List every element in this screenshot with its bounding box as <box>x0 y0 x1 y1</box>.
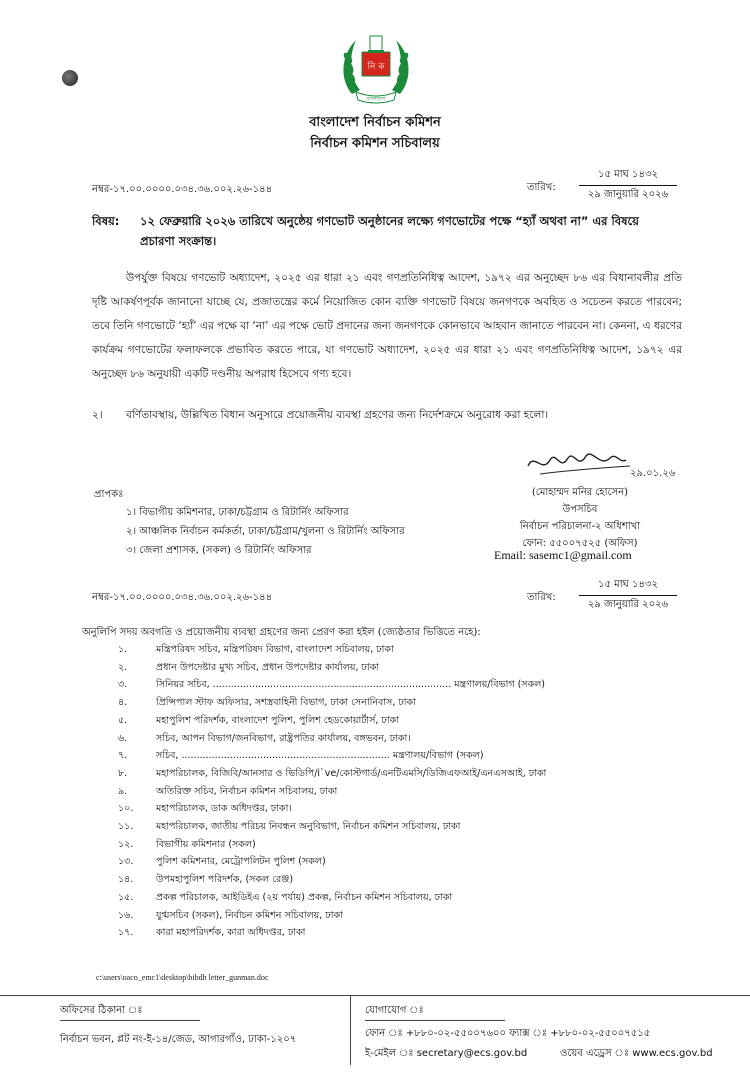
list-item-text: পুলিশ কমিশনার, মেট্রোপলিটন পুলিশ (সকল) <box>156 856 326 868</box>
subject-label: বিষয়: <box>92 214 120 228</box>
copy-list <box>118 641 698 942</box>
list-item <box>118 818 698 836</box>
list-item <box>118 783 698 801</box>
list-item-text: সিনিয়র সচিব, ............................................................................... মন্ত্রণালয়/বিভাগ (সকল) <box>156 679 545 691</box>
office-address-label: অফিসের ঠিকানা ঃ <box>60 1003 200 1021</box>
list-item-number: ১৩. <box>118 856 134 868</box>
memo-number-copy: নম্বর-১৭.০০.০০০০.০৩৪.৩৬.০০২.২৬-১৪৪ <box>92 592 273 603</box>
list-item <box>118 871 698 889</box>
list-item-number: ৫. <box>118 714 128 726</box>
list-item <box>118 712 698 730</box>
footer-column-divider <box>350 995 351 1065</box>
contact-email[interactable]: ই-মেইল ঃ secretary@ecs.gov.bd <box>365 1048 528 1059</box>
contact-label: যোগাযোগ ঃ <box>365 1003 505 1021</box>
file-path: c:\users\oaco_emc1\desktop\bibdh letter_gunman.doc <box>96 973 269 982</box>
list-item-text: মহাপরিচালক, জাতীয় পরিচয় নিবন্ধন অনুবিভাগ, নির্বাচন কমিশন সচিবালয়, ঢাকা <box>156 821 461 833</box>
signatory-email: Email: sasemc1@gmail.com <box>494 548 632 562</box>
list-item-text: প্রধান উপদেষ্টার মুখ্য সচিব, প্রধান উপদেষ্টার কার্যালয়, ঢাকা <box>156 661 380 673</box>
handwritten-signature <box>520 444 680 484</box>
list-item-number: ১৭. <box>118 927 134 939</box>
recipient-item: ২। আঞ্চলিক নির্বাচন কর্মকর্তা, ঢাকা/চট্টগ্রাম/খুলনা ও রিটার্নিং অফিসার <box>126 526 405 537</box>
list-item-text: প্রিন্সিপাল স্টাফ অফিসার, সশস্ত্রবাহিনী বিভাগ, ঢাকা সেনানিবাস, ঢাকা <box>156 697 416 709</box>
signatory-phone: ফোন: ৫৫০০৭৫২৫ (অফিস) <box>522 538 638 549</box>
date-gregorian: ২৯ জানুয়ারি ২০২৬ <box>587 189 669 200</box>
list-item-number: ৬. <box>118 732 128 744</box>
list-item <box>118 907 698 925</box>
list-item-number: ১০. <box>118 803 134 815</box>
list-item <box>118 853 698 871</box>
signature-date: ২৯.০১.২৬ <box>630 468 676 479</box>
list-item <box>118 747 698 765</box>
list-item-number: ১১. <box>118 821 134 833</box>
list-item <box>118 765 698 783</box>
copy-intro: অনুলিপি সদয় অবগতি ও প্রয়োজনীয় ব্যবস্থা গ্রহণের জন্য প্রেরণ করা হইল (জ্যেষ্ঠতার ভিত্তিতে নহে): <box>82 627 481 638</box>
list-item-number: ১. <box>118 644 128 655</box>
body-paragraph-1: উপর্যুক্ত বিষয়ে গণভোট অধ্যাদেশ, ২০২৫ এর ধারা ২১ এবং গণপ্রতিনিধিত্ব আদেশ, ১৯৭২ এর অনুচ্ছেদ ৮৬ এর বিধানাবলীর প্রতি দৃষ্টি আকর্ষণপূর্বক জানানো যাচ্ছে যে, প্রজাতন্ত্রের কর্মে নিয়োজিত কোন ব্যক্তি গণভোট বিষয়ে জনগণকে অবহিত ও সচেতন করতে পারবেন; তবে তিনি গণভোটে ‘হ্যাঁ’ এর পক্ষে বা ‘না’ এর পক্ষে ভোট প্রদানের জন্য জনগণকে কোনভাবে আহবান জানাতে পারবেন না। কেননা, এ ধরণের কার্যক্রম গণভোটের ফলাফলকে প্রভাবিত করতে পারে, যা গণভোট অধ্যাদেশ, ২০২৫ এর ধারা ২১ এবং গণপ্রতিনিধিত্ব আদেশ, ১৯৭২ এর অনুচ্ছেদ ৮৬ অনুযায়ী একটি দণ্ডনীয় অপরাধ হিসেবে গণ্য হবে। <box>92 272 682 380</box>
list-item <box>118 659 698 677</box>
list-item <box>118 800 698 818</box>
list-item <box>118 730 698 748</box>
list-item-text: কারা মহাপরিদর্শক, কারা অধিদপ্তর, ঢাকা <box>156 927 306 939</box>
list-item-number: ৭. <box>118 750 128 762</box>
signatory-block <box>490 484 670 552</box>
subject <box>92 211 682 251</box>
hole-punch <box>62 70 78 86</box>
list-item-text: মহাপুলিশ পরিদর্শক, বাংলাদেশ পুলিশ, পুলিশ হেডকোয়ার্টার্স, ঢাকা <box>156 714 399 726</box>
recipients-label: প্রাপকঃ <box>94 489 124 500</box>
list-item-number: ১২. <box>118 838 134 850</box>
subject-line-1: ১২ ফেব্রুয়ারি ২০২৬ তারিখে অনুষ্ঠেয় গণভোট অনুষ্ঠানের লক্ষ্যে গণভোটের পক্ষে “হ্যাঁ অথবা না” এর বিষয়ে <box>140 214 639 228</box>
list-item-number: ৩. <box>118 679 128 691</box>
org-name: বাংলাদেশ নির্বাচন কমিশন <box>309 115 441 130</box>
list-item <box>118 836 698 854</box>
signatory-name: (মোহাম্মদ মনির হোসেন) <box>531 487 629 498</box>
list-item-number: ৮. <box>118 767 128 779</box>
list-item <box>118 889 698 907</box>
list-item-text: সচিব, ..................................................................... মন্ত্রণালয়/বিভাগ (সকল) <box>156 750 484 762</box>
recipients-list <box>126 503 405 560</box>
date-label-copy: তারিখ: <box>527 592 556 603</box>
memo-number: নম্বর-১৭.০০.০০০০.০৩৪.৩৬.০০২.২৬-১৪৪ <box>92 184 273 195</box>
list-item <box>118 641 698 659</box>
list-item-text: বিভাগীয় কমিশনার (সকল) <box>156 838 256 850</box>
date-gregorian-copy: ২৯ জানুয়ারি ২০২৬ <box>587 599 669 610</box>
list-item-text: মহাপরিচালক, বিজিবি/আনসার ও ভিডিপি/i`ve/কোস্টগার্ড/এনটিএমসি/ডিজিএফআই/এনএসআই, ঢাকা <box>156 767 547 779</box>
election-commission-logo <box>338 28 414 108</box>
list-item-number: ২. <box>118 661 128 673</box>
recipient-item: ৩। জেলা প্রশাসক, (সকল) ও রিটার্নিং অফিসার <box>126 545 312 556</box>
list-item <box>118 676 698 694</box>
list-item-text: সচিব, আপন বিভাগ/জনবিভাগ, রাষ্ট্রপতির কার্যালয়, বঙ্গভবন, ঢাকা। <box>156 732 411 744</box>
date-divider <box>579 185 677 186</box>
body-paragraph-2: বর্ণিতাবস্থায়, উল্লিখিত বিধান অনুসারে প্রয়োজনীয় ব্যবস্থা গ্রহণের জন্য নির্দেশক্রমে অনুরোধ করা হলো। <box>126 409 549 421</box>
list-item-text: উপমহাপুলিশ পরিদর্শক, (সকল রেঞ্জ) <box>156 874 294 886</box>
signatory-designation: উপসচিব <box>562 504 598 515</box>
logo-ribbon-text: বাংলাদেশ <box>366 96 386 102</box>
office-address: নির্বাচন ভবন, প্লট নং-ই-১৪/জেড, আগারগাঁও, ঢাকা-১২০৭ <box>60 1034 297 1045</box>
footer-divider <box>0 995 750 996</box>
list-item-text: যুগ্মসচিব (সকল), নির্বাচন কমিশন সচিবালয়, ঢাকা <box>156 909 343 921</box>
date-bangla: ১৫ মাঘ ১৪৩২ <box>598 169 658 180</box>
list-item <box>118 694 698 712</box>
date-divider-copy <box>579 595 677 596</box>
org-secretariat: নির্বাচন কমিশন সচিবালয় <box>310 136 440 151</box>
list-item-number: ১৪. <box>118 874 134 886</box>
date-label: তারিখ: <box>527 182 556 193</box>
paragraph-2-number: ২। <box>92 409 103 421</box>
logo-text: নি ক <box>367 62 385 72</box>
list-item-number: ৪. <box>118 697 128 709</box>
list-item-text: প্রকল্প পরিচালক, আইডিইএ (২য় পর্যায়) প্রকল্প, নির্বাচন কমিশন সচিবালয়, ঢাকা <box>156 891 453 903</box>
list-item-number: ৯. <box>118 785 128 797</box>
date-bangla-copy: ১৫ মাঘ ১৪৩২ <box>598 579 658 590</box>
contact-website[interactable]: ওয়েব এড্রেস ঃ www.ecs.gov.bd <box>560 1048 713 1059</box>
list-item-number: ১৬. <box>118 909 134 921</box>
signatory-department: নির্বাচন পরিচালনা-২ অধিশাখা <box>519 521 641 532</box>
list-item-text: মন্ত্রিপরিষদ সচিব, মন্ত্রিপরিষদ বিভাগ, বাংলাদেশ সচিবালয়, ঢাকা <box>156 644 394 655</box>
subject-line-2: প্রচারণা সংক্রান্ত। <box>140 234 217 248</box>
contact-phone-fax: ফোন ঃ +৮৮০-০২-৫৫০০৭৬০০ ফ্যাক্স ঃ +৮৮০-০২-৫৫০০৭৫১৫ <box>365 1028 651 1039</box>
list-item-number: ১৫. <box>118 891 134 903</box>
list-item <box>118 924 698 942</box>
recipient-item: ১। বিভাগীয় কমিশনার, ঢাকা/চট্টগ্রাম ও রিটার্নিং অফিসার <box>126 507 349 518</box>
list-item-text: অতিরিক্ত সচিব, নির্বাচন কমিশন সচিবালয়, ঢাকা <box>156 785 338 797</box>
list-item-text: মহাপরিচালক, ডাক অধিদপ্তর, ঢাকা। <box>156 803 292 815</box>
